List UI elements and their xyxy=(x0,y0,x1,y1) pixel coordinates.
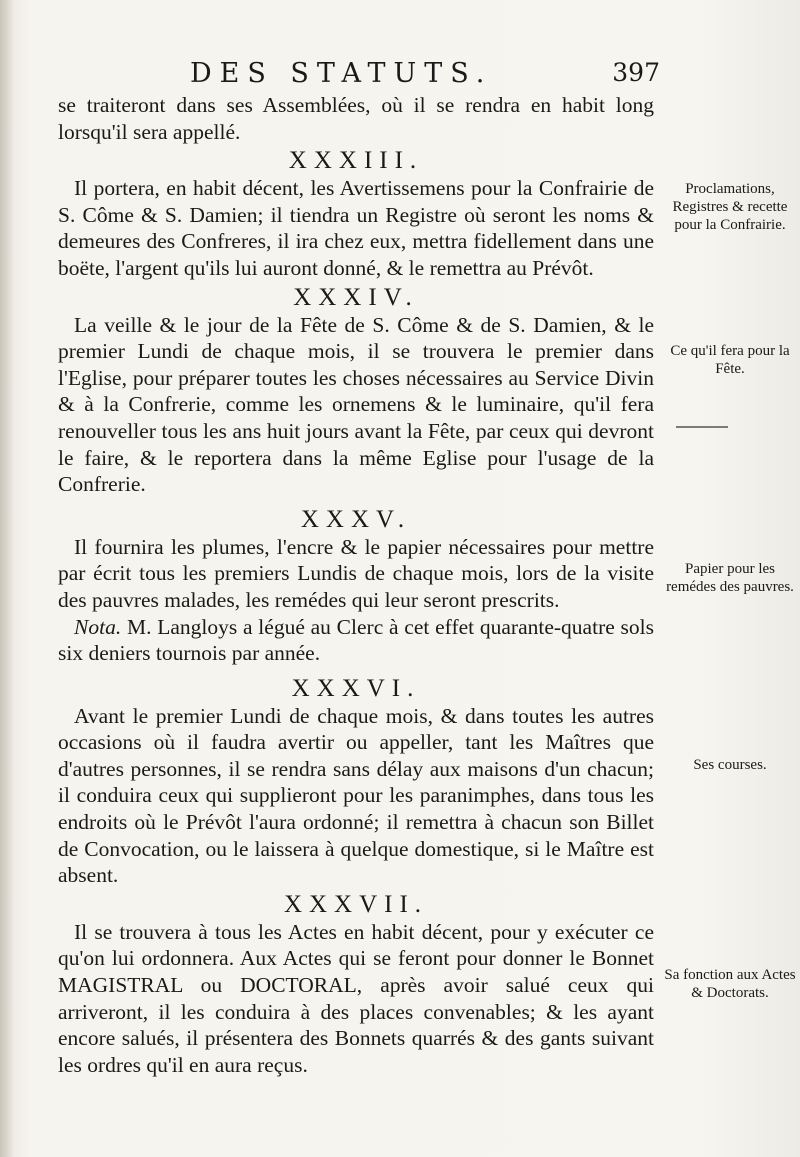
page-number: 397 xyxy=(612,58,660,87)
intro-lines: se traiteront dans ses Assemblées, où il se rendra en habit long lorsqu'il sera appellé. xyxy=(58,93,654,144)
article-heading-35: XXXV. xyxy=(300,505,412,533)
page-gutter-shadow xyxy=(0,0,14,1157)
article-text-34: La veille & le jour de la Fête de S. Côme & de S. Damien, & le premier Lundi de chaque mois, il se trouvera le premier dans l'Eglise, pour préparer toutes les choses nécessaires au Service Divin & à la Confrerie, comme les ornemens & le luminaire, qu'il fera renouveller tous les ans huit jours avant la Fête, par ceux qui devront le faire, & le reportera dans la même Eglise pour l'usage de la Confrerie. xyxy=(58,312,654,497)
article-text-35: Il fournira les plumes, l'encre & le papier nécessaires pour mettre par écrit tous les premiers Lundis de chaque mois, lors de la visite des pauvres malades, les remédes qui leur seront prescrits. xyxy=(58,534,654,612)
margin-note-36: Ses courses. xyxy=(693,757,767,773)
article-heading-36: XXXVI. xyxy=(291,674,421,702)
main-text-column xyxy=(58,92,654,1078)
nota-paragraph xyxy=(58,614,654,667)
article-heading-33: XXXIII. xyxy=(288,147,424,175)
article-heading-37: XXXVII. xyxy=(283,890,429,918)
article-heading-34: XXXIV. xyxy=(293,283,419,311)
margin-note-33: Proclamations, Registres & recette pour la Confrairie. xyxy=(672,181,788,233)
nota-text: M. Langloys a légué au Clerc à cet effet quarante-quatre sols six deniers tournois par année. xyxy=(58,614,654,666)
margin-note-34: Ce qu'il fera pour la Fête. xyxy=(670,343,790,377)
margin-rule-mark xyxy=(676,426,728,428)
article-text-36: Avant le premier Lundi de chaque mois, & dans toutes les autres occasions où il faudra avertir ou appeller, tant les Maîtres que d'autres personnes, il se rendra sans délay aux maisons d'un chacun; il conduira ceux qui supplieront pour les paranimphes, dans tous les endroits où le Prévôt l'aura ordonné; il remettra à chacun son Billet de Convocation, ou le laissera à quelque domestique, si le Maître est absent. xyxy=(58,703,654,888)
article-text-37: Il se trouvera à tous les Actes en habit décent, pour y exécuter ce qu'on lui ordonnera. Aux Actes qui se feront pour donner le Bonnet MAGISTRAL ou DOCTORAL, après avoir salué ceux qui arriveront, il les conduira à des places convenables; & les ayant encore salués, il présentera des Bonnets quarrés & des gants suivant les ordres qu'il en aura reçus. xyxy=(58,919,654,1077)
margin-note-37: Sa fonction aux Actes & Doctorats. xyxy=(664,967,796,1001)
article-text-33: Il portera, en habit décent, les Avertissemens pour la Confrairie de S. Côme & S. Damien; il tiendra un Registre où seront les noms & demeures des Confreres, il ira chez eux, mettra fidellement dans une boëte, l'argent qu'ils lui auront donné, & le remettra au Prévôt. xyxy=(58,176,654,280)
margin-note-35: Papier pour les remédes des pauvres. xyxy=(666,561,794,595)
nota-label: Nota. xyxy=(74,614,122,639)
running-head-title: DES STATUTS. xyxy=(190,58,493,89)
